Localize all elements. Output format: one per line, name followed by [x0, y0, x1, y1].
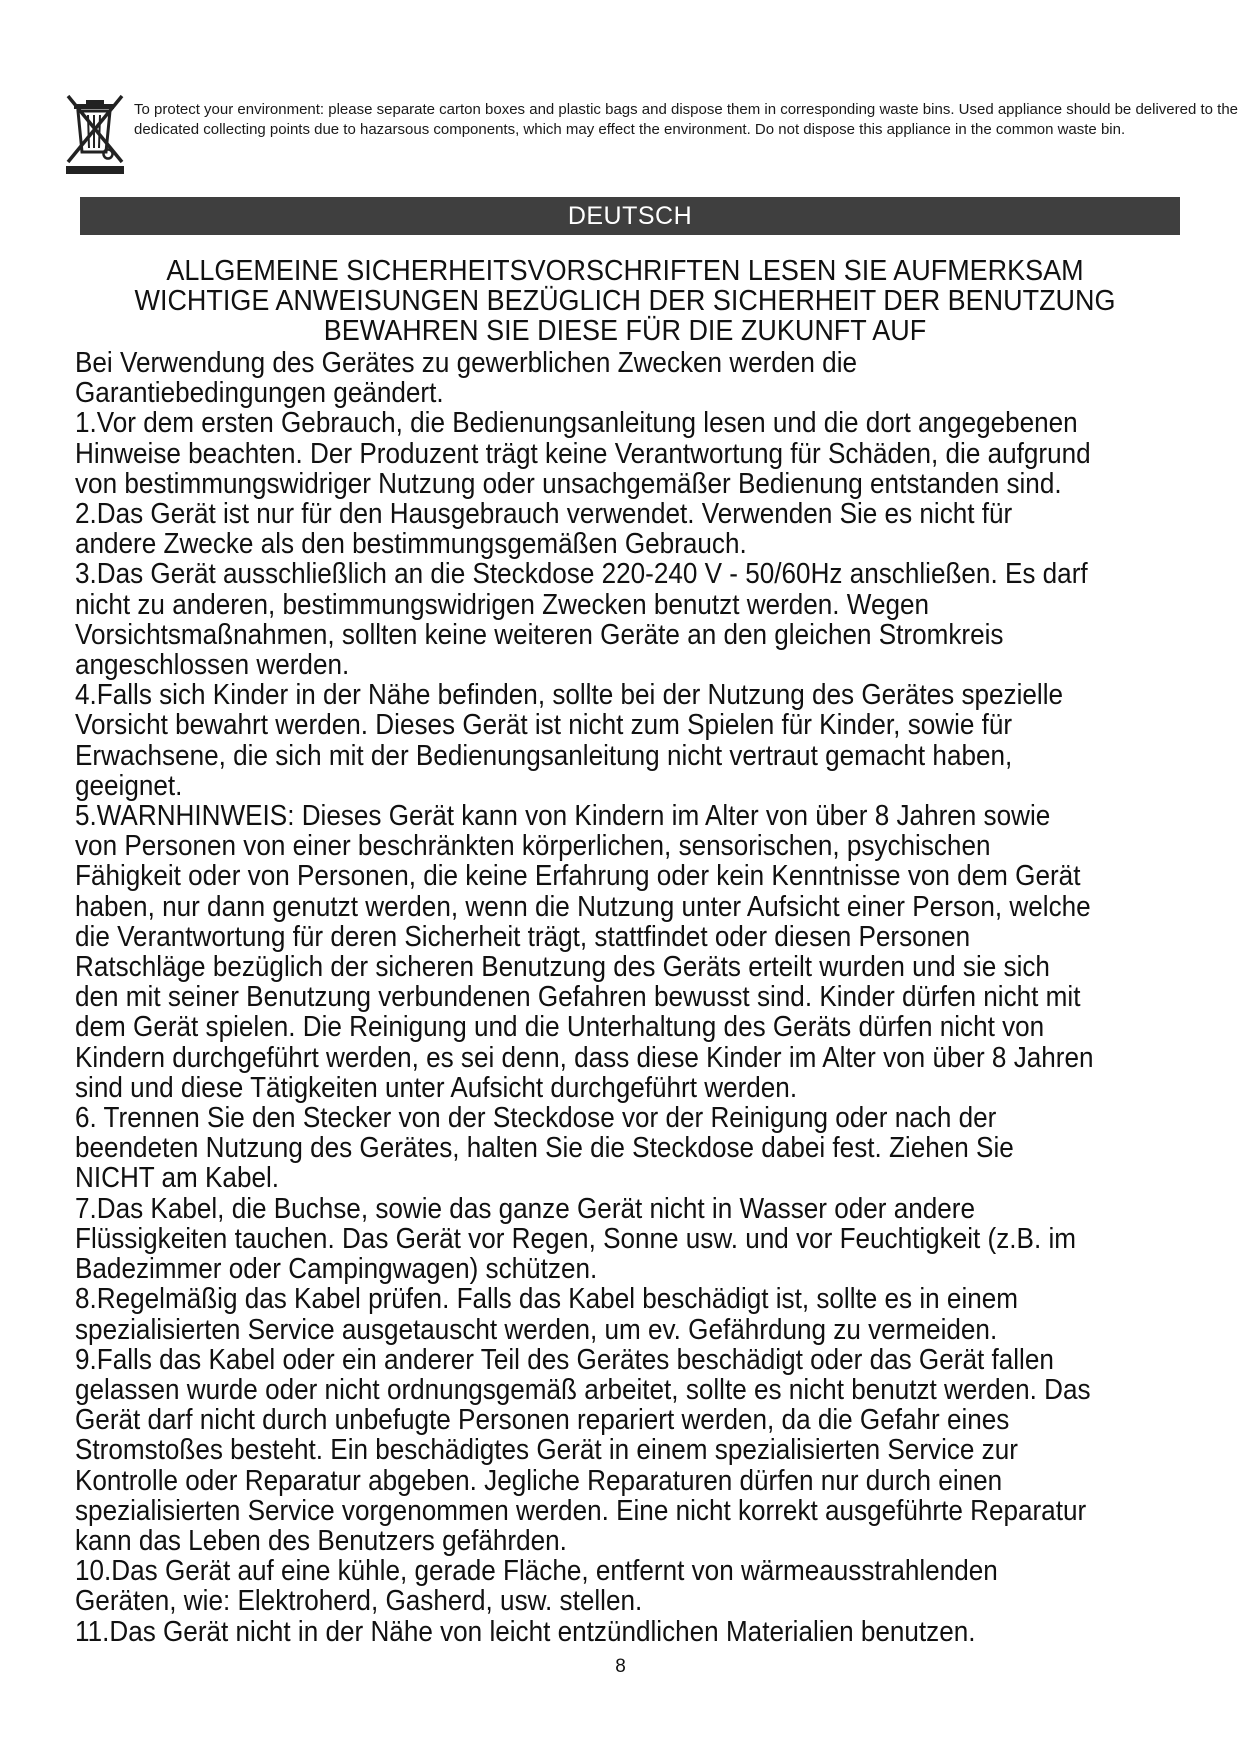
instruction-item: 8.Regelmäßig das Kabel prüfen. Falls das Kabel beschädigt ist, sollte es in einem spezialisierten Service ausgetauscht werden, um ev. Gefährdung zu vermeiden.	[75, 1283, 1019, 1346]
instruction-item: 1.Vor dem ersten Gebrauch, die Bedienungsanleitung lesen und die dort angegebenen Hinweise beachten. Der Produzent trägt keine Verantwortung für Schäden, die aufgrund von bestimmungswidriger Nutzung oder unsachgemäßer Bedienung entstanden sind.	[75, 407, 1091, 500]
safety-title: ALLGEMEINE SICHERHEITSVORSCHRIFTEN LESEN SIE AUFMERKSAM WICHTIGE ANWEISUNGEN BEZÜGLICH DER SICHERHEIT DER BENUTZUNG BEWAHREN SIE DIESE FÜR DIE ZUKUNFT AUF	[134, 255, 1116, 347]
instruction-item: 3.Das Gerät ausschließlich an die Steckdose 220-240 V - 50/60Hz anschließen. Es darf nicht zu anderen, bestimmungswidrigen Zwecken benutzt werden. Wegen Vorsichtsmaßnahmen, sollten keine weiteren Geräte an den gleichen Stromkreis angeschlossen werden.	[75, 558, 1088, 682]
safety-instructions	[75, 348, 1097, 1647]
instruction-item: 5.WARNHINWEIS: Dieses Gerät kann von Kindern im Alter von über 8 Jahren sowie von Personen von einer beschränkten körperlichen, sensorischen, psychischen Fähigkeit oder von Personen, die keine Erfahrung oder kein Kenntnisse von dem Gerät haben, nur dann genutzt werden, wenn die Nutzung unter Aufsicht einer Person, welche die Verantwortung für deren Sicherheit trägt, stattfindet oder diesen Personen Ratschläge bezüglich der sicheren Benutzung des Geräts erteilt wurden und sie sich den mit seiner Benutzung verbundenen Gefahren bewusst sind. Kinder dürfen nicht mit dem Gerät spielen. Die Reinigung und die Unterhaltung des Geräts dürfen nicht von Kindern durchgeführt werden, es sei denn, dass diese Kinder im Alter von über 8 Jahren sind und diese Tätigkeiten unter Aufsicht durchgeführt werden.	[75, 800, 1094, 1104]
instruction-item: 4.Falls sich Kinder in der Nähe befinden, sollte bei der Nutzung des Gerätes spezielle Vorsicht bewahrt werden. Dieses Gerät ist nicht zum Spielen für Kinder, sowie für Erwachsene, die sich mit der Bedienungsanleitung nicht vertraut gemacht haben, geeignet.	[75, 679, 1064, 802]
instruction-item: 10.Das Gerät auf eine kühle, gerade Fläche, entfernt von wärmeausstrahlenden Geräten, wie: Elektroherd, Gasherd, usw. stellen.	[75, 1555, 998, 1618]
language-header: DEUTSCH	[80, 197, 1180, 235]
warranty-note: Bei Verwendung des Gerätes zu gewerblichen Zwecken werden die Garantiebedingungen geändert.	[75, 347, 858, 410]
instruction-item: 6. Trennen Sie den Stecker von der Steckdose vor der Reinigung oder nach der beendeten Nutzung des Gerätes, halten Sie die Steckdose dabei fest. Ziehen Sie NICHT am Kabel.	[75, 1102, 1014, 1195]
crossed-out-wheelie-bin-icon	[64, 90, 126, 176]
instruction-item: 2.Das Gerät ist nur für den Hausgebrauch verwendet. Verwenden Sie es nicht für andere Zwecke als den bestimmungsgemäßen Gebrauch.	[75, 498, 1013, 561]
environment-notice-block	[64, 90, 1239, 180]
environment-notice-text: To protect your environment: please separate carton boxes and plastic bags and dispose them in corresponding waste bins. Used appliance should be delivered to the dedicated collecting points due to hazarsous components, which may effect the environment. Do not dispose this appliance in the common waste bin.	[134, 101, 1239, 138]
instruction-item: 9.Falls das Kabel oder ein anderer Teil des Gerätes beschädigt oder das Gerät fallen gelassen wurde oder nicht ordnungsgemäß arbeitet, sollte es nicht benutzt werden. Das Gerät darf nicht durch unbefugte Personen repariert werden, da die Gefahr eines Stromstoßes besteht. Ein beschädigtes Gerät in einem spezialisierten Service zur Kontrolle oder Reparatur abgeben. Jegliche Reparaturen dürfen nur durch einen spezialisierten Service vorgenommen werden. Eine nicht korrekt ausgeführte Reparatur kann das Leben des Benutzers gefährden.	[75, 1343, 1091, 1557]
instruction-item: 7.Das Kabel, die Buchse, sowie das ganze Gerät nicht in Wasser oder andere Flüssigkeiten tauchen. Das Gerät vor Regen, Sonne usw. und vor Feuchtigkeit (z.B. im Badezimmer oder Campingwagen) schützen.	[75, 1192, 1076, 1286]
page-number: 8	[615, 1656, 626, 1677]
instruction-item: 11.Das Gerät nicht in der Nähe von leicht entzündlichen Materialien benutzen.	[75, 1615, 976, 1648]
